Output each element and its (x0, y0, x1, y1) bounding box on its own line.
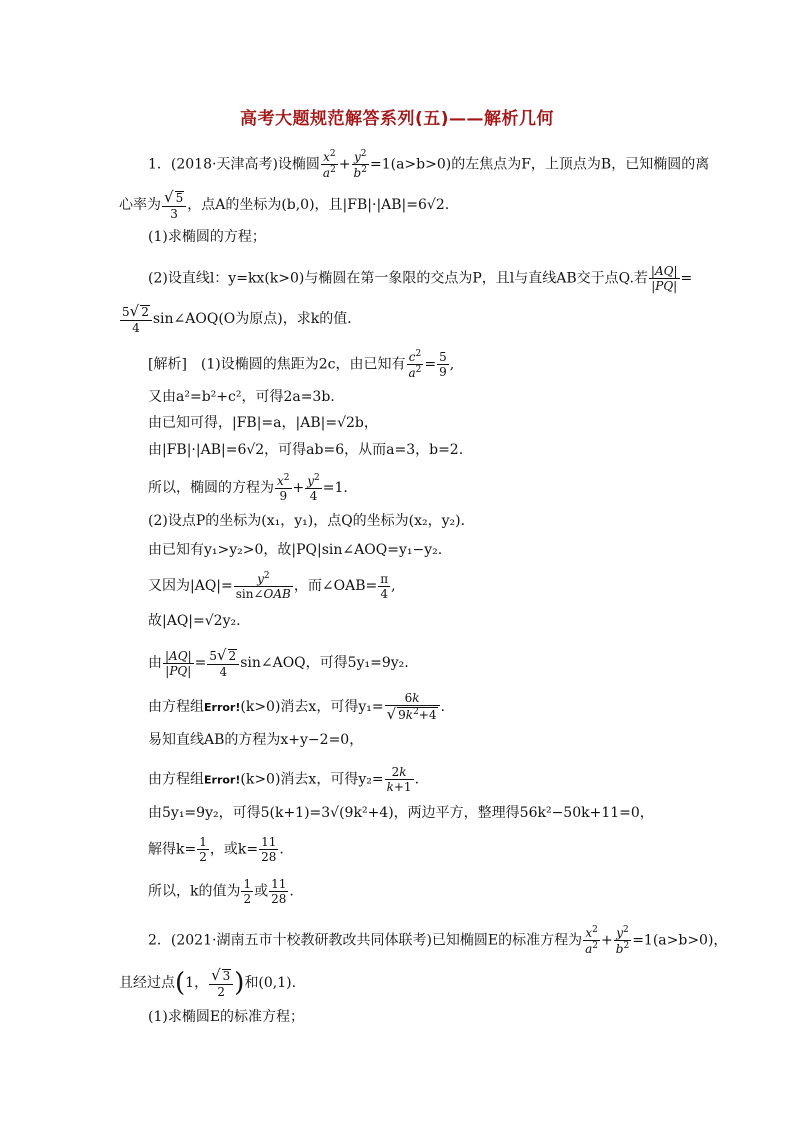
q2-text-end: sin∠AOQ(O为原点)，求k的值． (152, 311, 362, 327)
solution-text: 所以，k的值为 (148, 883, 241, 900)
solution-line-1: [解析] (1)设椭圆的焦距为2c，由已知有 $\frac{c^2}{a^2}$ = $\frac{5}{9}$ , (148, 349, 455, 380)
solution-text: 解得k= (148, 841, 197, 858)
solution-line-3: 由已知可得，|FB|=a，|AB|=√2b， (148, 415, 378, 431)
solution-line-13: 由方程组Error!(k>0)消去x，可得y₂= $\frac{2k}{k+1}$ . (148, 765, 420, 794)
solution-text: sin∠AOQ，可得5y₁=9y₂. (240, 655, 409, 671)
problem1-condition: =1(a>b>0)的左焦点为F，上顶点为B，已知椭圆的离 (369, 156, 710, 173)
solution-line-9: 故|AQ|=√2y₂. (148, 613, 241, 629)
solution-line-2: 又由a²=b²+c²，可得2a=3b. (148, 389, 335, 405)
problem1-eccentricity: 心率为 $\frac{√ 5}{3}$ ，点A的坐标为(b,0)，且|FB|·|AB|=6√2. (119, 188, 450, 221)
problem2-text: =1(a>b>0)， (632, 932, 728, 949)
solution-line-15: 解得k= $\frac{1}{2}$ ，或k= $\frac{11}{28}$ . (148, 835, 284, 864)
solution-text: ，而∠OAB= (293, 578, 378, 594)
solution-line-14: 由5y₁=9y₂，可得5(k+1)=3√(9k²+4)，两边平方，整理得56k²−50k+11=0， (148, 805, 654, 821)
page-title: 高考大题规范解答系列(五)——解析几何 (239, 109, 555, 129)
solution-text: (k>0)消去x，可得y₁= (240, 699, 384, 715)
solution-text: 又因为|AQ|= (148, 578, 233, 594)
problem1-question2-line1: (2)设直线l：y=kx(k>0)与椭圆在第一象限的交点为P，且l与直线AB交于点Q.若 $\frac{|AQ|}{|PQ|}$ = (148, 264, 693, 293)
q2-text: (2)设直线l：y=kx(k>0)与椭圆在第一象限的交点为P，且l与直线AB交于点Q.若 (148, 270, 648, 287)
problem1-question1: (1)求椭圆的方程； (148, 229, 266, 245)
solution-text: 或 (254, 883, 269, 900)
solution-line-7: 由已知有y₁>y₂>0，故|PQ|sin∠AOQ=y₁−y₂. (148, 542, 443, 558)
solution-text: 由方程组 (148, 699, 204, 715)
ecc-label: 心率为 (119, 197, 161, 213)
solution-line-16: 所以，k的值为 $\frac{1}{2}$ 或 $\frac{11}{28}$ . (148, 877, 294, 906)
solution-text: 由方程组 (148, 771, 204, 788)
solution-text: 由 (148, 655, 162, 671)
solution-line-8: 又因为|AQ|= $\frac{y^2}{\text{sin∠OAB}}$ ，而∠OAB= $\frac{\pi}{4}$ , (148, 571, 396, 601)
solution-text: (k>0)消去x，可得y₂= (240, 771, 384, 788)
problem2-text: 且经过点 (119, 975, 175, 991)
error-field: Error! (204, 701, 241, 714)
solution-line-12: 易知直线AB的方程为x+y−2=0， (148, 732, 364, 748)
solution-line-11: 由方程组Error!(k>0)消去x，可得y₁= $\frac{6k}{√ 9k^2+4}$ . (148, 691, 445, 723)
problem1-question2-line2: $\frac{5√ 2}{4}$ sin∠AOQ(O为原点)，求k的值． (122, 302, 362, 335)
error-field: Error! (204, 773, 241, 787)
solution-line-10: 由 $\frac{|AQ|}{|PQ|}$ = $\frac{5√ 2}{4}$ sin∠AOQ，可得5y₁=9y₂. (148, 646, 409, 679)
solution-line-4: 由|FB|·|AB|=6√2，可得ab=6，从而a=3，b=2. (148, 442, 464, 458)
problem2-text: 2．(2021·湖南五市十校教研教改共同体联考)已知椭圆E的标准方程为 (148, 932, 583, 949)
problem1-source: 1．(2018·天津高考)设椭圆 (148, 156, 320, 173)
solution-line-6: (2)设点P的坐标为(x₁，y₁)，点Q的坐标为(x₂，y₂)． (148, 513, 475, 529)
problem2-point: 且经过点(1， $\frac{√ 3}{2}$ )和(0,1). (119, 966, 297, 999)
problem2-text: 和(0,1). (244, 975, 297, 991)
solution-line-5: 所以，椭圆的方程为 $\frac{x^2}{9}$ + $\frac{y^2}{4}$ =1. (148, 473, 348, 503)
problem2-question1: (1)求椭圆E的标准方程； (148, 1009, 305, 1025)
point-a-condition: ，点A的坐标为(b,0)，且|FB|·|AB|=6√2. (187, 197, 450, 213)
solution-text: 所以，椭圆的方程为 (148, 480, 274, 496)
problem1-statement: 1．(2018·天津高考)设椭圆 $\frac{x^2}{a^2}$ + $\frac{y^2}{b^2}$ =1(a>b>0)的左焦点为F，上顶点为B，已知椭圆的离 (148, 149, 710, 180)
solution-text: [解析] (1)设椭圆的焦距为2c，由已知有 (148, 356, 406, 373)
problem2-statement: 2．(2021·湖南五市十校教研教改共同体联考)已知椭圆E的标准方程为 $\frac{x^2}{a^2}$ + $\frac{y^2}{b^2}$ =1(a>b>0)， (148, 925, 728, 956)
solution-text: ，或k= (209, 841, 259, 858)
